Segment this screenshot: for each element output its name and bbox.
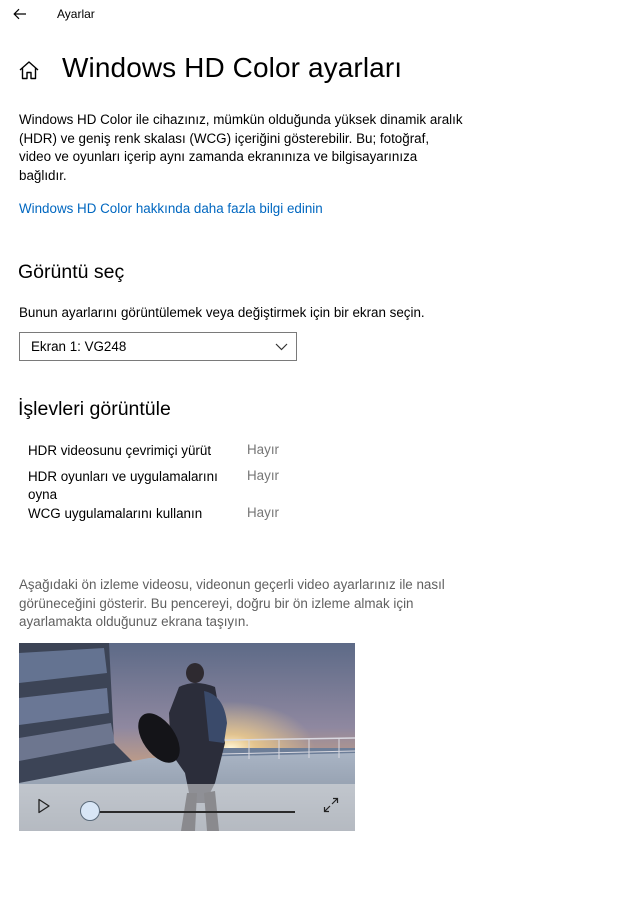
video-progress-track[interactable] bbox=[91, 811, 295, 813]
title-bar bbox=[0, 0, 631, 30]
capability-label: HDR videosunu çevrimiçi yürüt bbox=[28, 443, 212, 458]
capability-value: Hayır bbox=[247, 468, 279, 483]
capability-value: Hayır bbox=[247, 505, 279, 520]
app-title: Ayarlar bbox=[57, 7, 95, 21]
chevron-down-icon bbox=[275, 340, 288, 353]
video-controls bbox=[19, 784, 355, 831]
back-arrow-icon bbox=[13, 8, 27, 20]
page-description: Windows HD Color ile cihazınız, mümkün olduğunda yüksek dinamik aralık (HDR) ve geniş renk skalası (WCG) içeriğini gösterebilir. Bu; fotoğraf, video ve oyunları içerip aynı zamanda ekranınıza ve bilgisayarınıza bağlıdır. bbox=[19, 112, 463, 183]
learn-more-link[interactable]: Windows HD Color hakkında daha fazla bilgi edinin bbox=[19, 201, 323, 216]
page-title: Windows HD Color ayarları bbox=[62, 52, 403, 83]
capability-label: HDR oyunları ve uygulamalarını oyna bbox=[28, 469, 218, 502]
video-progress-thumb[interactable] bbox=[80, 801, 100, 821]
choose-display-description: Bunun ayarlarını görüntülemek veya değiştirmek için bir ekran seçin. bbox=[19, 305, 425, 320]
preview-video[interactable] bbox=[19, 643, 355, 831]
choose-display-heading: Görüntü seç bbox=[18, 261, 125, 283]
display-select-value: Ekran 1: VG248 bbox=[31, 339, 127, 354]
display-select[interactable] bbox=[19, 332, 297, 361]
preview-note: Aşağıdaki ön izleme videosu, videonun geçerli video ayarlarınız ile nasıl görüneceğini gösterir. Bu pencereyi, doğru bir ön izleme almak için ayarlamakta olduğunuz ekrana taşıyın. bbox=[19, 577, 445, 630]
capability-value: Hayır bbox=[247, 442, 279, 457]
home-icon bbox=[18, 59, 40, 81]
capability-label: WCG uygulamalarını kullanın bbox=[28, 506, 203, 521]
play-icon[interactable] bbox=[37, 798, 51, 814]
capabilities-heading: İşlevleri görüntüle bbox=[18, 398, 171, 420]
back-button[interactable] bbox=[6, 2, 34, 26]
fullscreen-icon[interactable] bbox=[323, 797, 339, 813]
